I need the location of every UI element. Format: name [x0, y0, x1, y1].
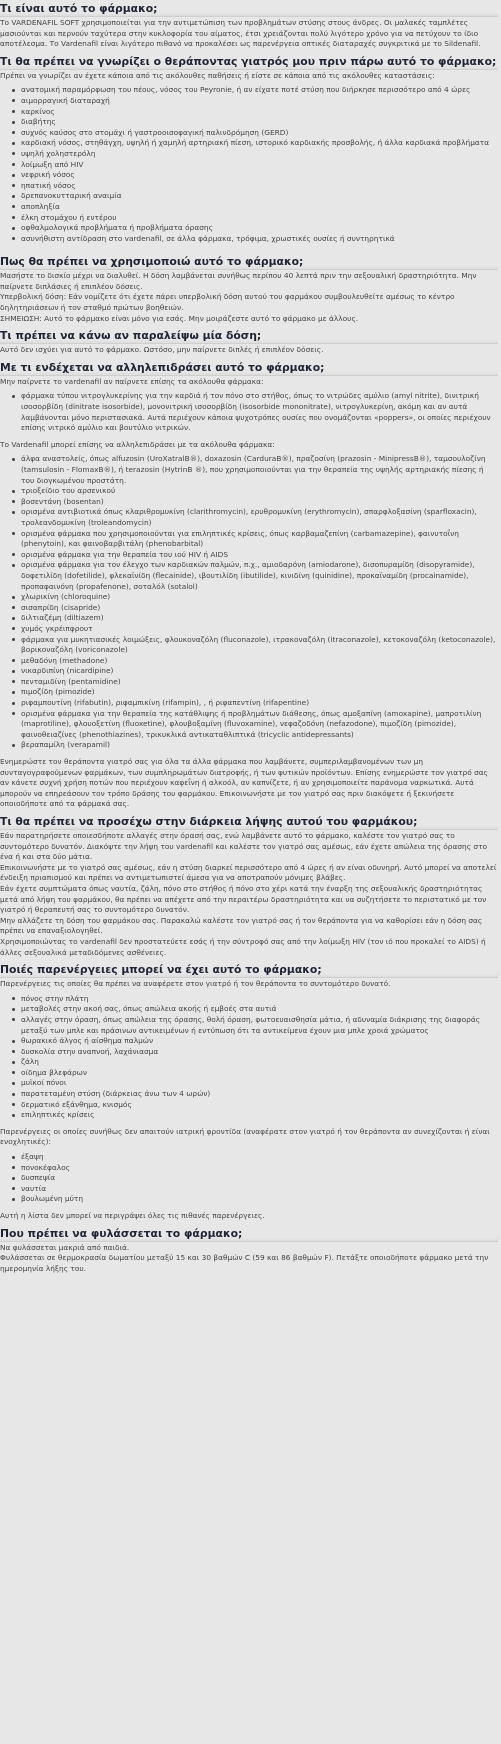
- paragraph: Αυτό δεν ισχύει για αυτό το φάρμακο. Ωστόσο, μην παίρνετε διπλές ή επιπλέον δόσεις.: [0, 345, 324, 355]
- section-body: [0, 1242, 498, 1278]
- list-item: πονοκέφαλος: [12, 1163, 498, 1174]
- section-6: [0, 961, 498, 1224]
- paragraph: Να φυλάσσεται μακριά από παιδιά.: [0, 1242, 130, 1252]
- list-item: τριοξείδιο του αρσενικού: [12, 486, 498, 497]
- list-item: καρδιακή νόσος, στηθάγχη, υψηλή ή χαμηλή αρτηριακή πίεση, ιστορικό καρδιακής προσβολής, ή άλλα καρδιακά προβλήματα: [12, 138, 498, 149]
- list-item: υψηλή χοληστερόλη: [12, 149, 498, 160]
- section-title: Τι θα πρέπει να προσέχω στην διάρκεια λήψης αυτού του φαρμάκου;: [0, 813, 498, 830]
- list-item: ορισμένα φάρμακα που χρησιμοποιούνται για επιληπτικές κρίσεις, όπως καρβαμαζεπίνη (carbamazepine), φαινυτοΐνη (phenytoin), και φαινοβαρβιτάλη (phenobarbital): [12, 529, 498, 550]
- paragraph: Το Vardenafil μπορεί επίσης να αλληλεπιδράσει με τα ακόλουθα φάρμακα:: [0, 439, 275, 449]
- list-item: παρατεταμένη στύση (διάρκειας άνω των 4 ωρών): [12, 1089, 498, 1100]
- list-item: νεφρική νόσος: [12, 170, 498, 181]
- bullet-list: [0, 454, 498, 751]
- paragraph: Παρενέργειες οι οποίες συνήθως δεν απαιτούν ιατρική φροντίδα (αναφέρατε στον γιατρό ή τον θεράποντα αν συνεχίζονται ή είναι ενοχλητικές):: [0, 1126, 490, 1147]
- section-0: [0, 0, 498, 53]
- list-item: ηπατική νόσος: [12, 181, 498, 192]
- list-item: μεταβολές στην ακοή σας, όπως απώλεια ακοής ή εμβοές στα αυτιά: [12, 1004, 498, 1015]
- bullet-list: [0, 391, 498, 433]
- list-item: οίδημα βλεφάρων: [12, 1068, 498, 1079]
- paragraph: Αυτή η λίστα δεν μπορεί να περιγράψει όλες τις πιθανές παρενέργειες.: [0, 1211, 265, 1220]
- list-item: αλλαγές στην όραση, όπως απώλεια της όρασης, θολή όραση, φωτοευαισθησία μάτια, ή αδυναμία διάκρισης της διαφοράς μεταξύ των μπλε και πράσινων αντικειμένων ή εντύπωση ότι τα αντικείμενα έχουν μια μπλε χροιά χρώματος: [12, 1015, 498, 1036]
- paragraph: Παρενέργειες τις οποίες θα πρέπει να αναφέρετε στον γιατρό ή τον θεράποντα το συντομότερο δυνατό.: [0, 979, 391, 989]
- section-body: [0, 978, 498, 1224]
- list-item: φάρμακα για μυκητιασικές λοιμώξεις, φλουκοναζόλη (fluconazole), ιτρακοναζόλη (itraconazole), κετοκοναζόλη (ketoconazole), βορικοναζόλη (voriconazole): [12, 635, 498, 656]
- list-item: μεθαδόνη (methadone): [12, 656, 498, 667]
- list-item: έλκη στομάχου ή εντέρου: [12, 213, 498, 224]
- section-title: Με τι ενδέχεται να αλληλεπιδράσει αυτό το φάρμακο;: [0, 359, 498, 376]
- paragraph: Μην παίρνετε το vardenafil αν παίρνετε επίσης τα ακόλουθα φάρμακα:: [0, 376, 264, 386]
- list-item: διαβήτης: [12, 117, 498, 128]
- list-item: ορισμένα φάρμακα για τον έλεγχο των καρδιακών παλμών, π.χ., αμιοδαρόνη (amiodarone), δισοπυραμίδη (disopyramide), δοφετιλίδη (dofetilide), φλεκαϊνίδη (flecainide), ιβουτιλίδη (ibutilide), κινιδίνη (quinidine), προκαϊναμίδη (procainamide), προπαφαινόνη (propafenone), σοταλόλ (sotalol): [12, 560, 498, 592]
- list-item: ριφαμπουτίνη (rifabutin), ριφαμπικίνη (rifampin), , ή ριφαπεντίνη (rifapentine): [12, 698, 498, 709]
- list-item: συχνός καύσος στο στομάχι ή γαστροοισοφαγική παλινδρόμηση (GERD): [12, 128, 498, 139]
- list-item: χυμός γκρέιπφρουτ: [12, 624, 498, 635]
- paragraph: Επικοινωνήστε με το γιατρό σας αμέσως, εάν η στύση διαρκεί περισσότερο από 4 ώρες ή αν είναι οδυνηρή. Αυτό μπορεί να αποτελεί ένδειξη πριαπισμού και πρέπει να αντιμετωπιστεί άμεσα για να αποτραπούν μόνιμες βλάβες.: [0, 862, 497, 883]
- list-item: βουλωμένη μύτη: [12, 1194, 498, 1205]
- list-item: καρκίνος: [12, 107, 498, 118]
- bullet-list: [0, 1152, 498, 1205]
- section-body: [0, 344, 498, 359]
- list-item: αιμορραγική διαταραχή: [12, 96, 498, 107]
- paragraph: Εάν έχετε συμπτώματα όπως ναυτία, ζάλη, πόνο στο στήθος ή πόνο στο χέρι κατά την έναρξη της σεξουαλικής δραστηριότητας μετά από λήψη του φαρμάκου, θα πρέπει να απέχετε από την περαιτέρω δραστηριότητα και να συζητήσετε το περιστατικό με τον γιατρό ή θεραπευτή σας το συντομότερο δυνατόν.: [0, 883, 487, 915]
- list-item: έξαψη: [12, 1152, 498, 1163]
- list-item: βεραπαμίλη (verapamil): [12, 740, 498, 751]
- list-item: δυσκολία στην αναπνοή, λαχάνιασμα: [12, 1047, 498, 1058]
- section-title: Τι θα πρέπει να γνωρίζει ο θεράποντας γιατρός μου πριν πάρω αυτό το φάρμακο;: [0, 54, 497, 68]
- list-item: φάρμακα τύπου νιτρογλυκερίνης για την καρδιά ή τον πόνο στο στήθος, όπως το νιτρώδες αμύλιο (amyl nitrite), δινιτρική ισοσορβίδη (dinitrate isosorbide), μονονιτρική ισοσορβίδη (isosorbide mononitrate), νιτρογλυκερίνη, ακόμη και αν αυτά λαμβάνονται μόνο περιστασιακά. Αυτά περιέχουν κάποια ψυχοτρόπες ουσίες που ονομάζονται «poppers», οι οποίες περιέχουν επίσης νιτρικό αμύλιο και βουτύλιο νιτρικών.: [12, 391, 498, 433]
- list-item: πενταμιδίνη (pentamidine): [12, 677, 498, 688]
- section-title: Πως θα πρέπει να χρησιμοποιώ αυτό το φάρμακο;: [0, 253, 498, 270]
- section-2: [0, 253, 498, 327]
- paragraph: Χρησιμοποιώντας το vardenafil δεν προστατεύετε εσάς ή την σύντροφό σας από την λοίμωξη HIV (τον ιό που προκαλεί το AIDS) ή άλλες σεξουαλικά μεταδιδόμενες ασθένειες.: [0, 936, 486, 957]
- paragraph: Φυλάσσεται σε θερμοκρασία δωματίου μεταξύ 15 και 30 βαθμών C (59 και 86 βαθμών F). Πετάξτε οποιοδήποτε φάρμακο μετά την ημερομηνία λήξης του.: [0, 1253, 489, 1273]
- section-body: [0, 376, 498, 813]
- list-item: ζάλη: [12, 1057, 498, 1068]
- section-5: [0, 813, 498, 961]
- list-item: οφθαλμολογικά προβλήματα ή προβλήματα όρασης: [12, 223, 498, 234]
- bullet-list: [0, 85, 498, 244]
- section-7: [0, 1225, 498, 1278]
- list-item: μυϊκοί πόνοι: [12, 1078, 498, 1089]
- section-4: [0, 359, 498, 813]
- paragraph: Ενημερώστε τον θεράποντα γιατρό σας για όλα τα άλλα φάρμακα που λαμβάνετε, συμπεριλαμβανομένων των μη συνταγογραφούμενων φαρμάκων, των συμπληρωμάτων διατροφής, ή των φυτικών προϊόντων. Επίσης ενημερώστε τον γιατρό σας αν κάνετε συχνή χρήση ποτών που περιέχουν καφεΐνη ή αλκοόλ, αν καπνίζετε, ή αν χρησιμοποιείτε παράνομα ναρκωτικά. Αυτά μπορούν να επηρεάσουν τον τρόπο δράσης του φαρμάκου. Επικοινωνήστε με τον γιατρό σας πριν διακόψετε ή ξεκινήσετε οποιοδήποτε από τα φάρμακά σας.: [0, 757, 488, 809]
- section-title: Που πρέπει να φυλάσσεται το φάρμακο;: [0, 1225, 498, 1242]
- section-body: [0, 270, 498, 327]
- list-item: λοίμωξη από HIV: [12, 160, 498, 171]
- list-item: δυσπεψία: [12, 1173, 498, 1184]
- list-item: ασυνήθιστη αντίδραση στο vardenafil, σε άλλα φάρμακα, τρόφιμα, χρωστικές ουσίες ή συντηρητικά: [12, 234, 498, 245]
- paragraph: Μην αλλάζετε τη δόση του φαρμάκου σας. Παρακαλώ καλέστε τον γιατρό σας ή τον θεράποντα για να καθορίσει εάν η δόση σας πρέπει να επαναξιολογηθεί.: [0, 915, 483, 936]
- list-item: χλωρικίνη (chloroquine): [12, 592, 498, 603]
- paragraph: Πρέπει να γνωρίζει αν έχετε κάποια από τις ακόλουθες παθήσεις ή είστε σε κάποια από τις ακόλουθες καταστάσεις:: [0, 70, 435, 80]
- list-item: ορισμένα αντιβιοτικά όπως κλαριθρομυκίνη (clarithromycin), ερυθρομυκίνη (erythromycin), σπαρφλοξασίνη (sparfloxacin), τρολεανδομυκίνη (troleandomycin): [12, 507, 498, 528]
- section-body: [0, 830, 498, 961]
- list-item: διλτιαζέμη (diltiazem): [12, 613, 498, 624]
- list-item: αποπληξία: [12, 202, 498, 213]
- list-item: δρεπανοκυτταρική αναιμία: [12, 191, 498, 202]
- list-item: άλφα αναστολείς, όπως alfuzosin (UroXatralB®), doxazosin (CarduraB®), πραζοσίνη (prazosin - MinipressB®), ταμσουλοζίνη (tamsulosin - FlomaxB®), ή terazosin (HytrinB ®), που χρησιμοποιούνται για την θεραπεία της υψηλής αρτηριακής πίεσης ή του διογκωμένου προστάτη.: [12, 454, 498, 486]
- section-3: [0, 327, 498, 359]
- paragraph: Εάν παρατηρήσετε οποιεσδήποτε αλλαγές στην όρασή σας, ενώ λαμβάνετε αυτό το φάρμακο, καλέστε τον γιατρό σας το συντομότερο δυνατόν. Διακόψτε την λήψη του vardenafil και καλέστε τον γιατρό σας αμέσως, εάν έχετε απώλεια της όρασης στο ένα ή και στα δύο μάτια.: [0, 831, 488, 862]
- section-title: Τι πρέπει να κάνω αν παραλείψω μία δόση;: [0, 327, 498, 344]
- section-body: [0, 17, 498, 53]
- list-item: δερματικό εξάνθημα, κνισμός: [12, 1100, 498, 1111]
- list-item: πιμοζίδη (pimozide): [12, 687, 498, 698]
- list-item: σισαπρίδη (cisapride): [12, 603, 498, 614]
- list-item: ορισμένα φάρμακα για την θεραπεία της κατάθλιψης ή προβλημάτων διάθεσης, όπως αμοξαπίνη (amoxapine), μαπροτιλίνη (maprotiline), φλουοξετίνη (fluoxetine), φλουβοξαμίνη (fluvoxamine), νεφαζοδόνη (nefazodone), πιμοζίδη (pimozide), φαινοθειαζίνες (phenothiazines), τρικυκλικά αντικαταθλιπτικά (tricyclic antidepressants): [12, 709, 498, 741]
- list-item: βοσεντάνη (bosentan): [12, 497, 498, 508]
- list-item: ορισμένα φάρμακα για την θεραπεία του ιού HIV ή AIDS: [12, 550, 498, 561]
- list-item: ναυτία: [12, 1184, 498, 1195]
- list-item: επιληπτικές κρίσεις: [12, 1110, 498, 1121]
- list-item: ανατομική παραμόρφωση του πέους, νόσος του Peyronie, ή αν είχατε ποτέ στύση που διήρκησε περισσότερο από 4 ώρες: [12, 85, 498, 96]
- paragraph: Μασήστε το δισκίο μέχρι να διαλυθεί. Η δόση λαμβάνεται συνήθως περίπου 40 λεπτά πριν την σεξουαλική δραστηριότητα. Μην παίρνετε διπλάσιες ή επιπλέον δόσεις.: [0, 271, 477, 291]
- paragraph: Υπερβολική δόση: Εάν νομίζετε ότι έχετε πάρει υπερβολική δόση αυτού του φαρμάκου συμβουλευθείτε αμέσως το κέντρο δηλητηριάσεων ή τον σταθμό πρώτων βοηθειών.: [0, 292, 455, 313]
- section-title: Τι είναι αυτό το φάρμακο;: [0, 0, 498, 17]
- list-item: θωρακικό άλγος ή αίσθημα παλμών: [12, 1036, 498, 1047]
- paragraph: ΣΗΜΕΙΩΣΗ: Αυτό το φάρμακο είναι μόνο για εσάς. Μην μοιράζεστε αυτό το φάρμακο με άλλους.: [0, 313, 359, 323]
- bullet-list: [0, 994, 498, 1121]
- section-1: [0, 53, 498, 254]
- paragraph: Το VARDENAFIL SOFT χρησιμοποιείται για την αντιμετώπιση των προβλημάτων στύσης στους άνδρες. Οι μαλακές ταμπλέτες μασιούνται και περνούν ταχύτερα στην κυκλοφορία του αίματος, έτσι χρειάζονται πολύ λιγότερο χρόνο για να πετύχουν το ίδιο αποτέλεσμα. Το Vardenafil είναι λιγότερο πιθανό να προκαλέσει ως παρενέργεια οπτικές διαταραχές συγκριτικά με το Sildenafil.: [0, 18, 481, 49]
- section-body: [0, 70, 498, 254]
- list-item: νικαρδιπίνη (nicardipine): [12, 666, 498, 677]
- section-title: Ποιές παρενέργειες μπορεί να έχει αυτό το φάρμακο;: [0, 961, 498, 978]
- list-item: πόνος στην πλάτη: [12, 994, 498, 1005]
